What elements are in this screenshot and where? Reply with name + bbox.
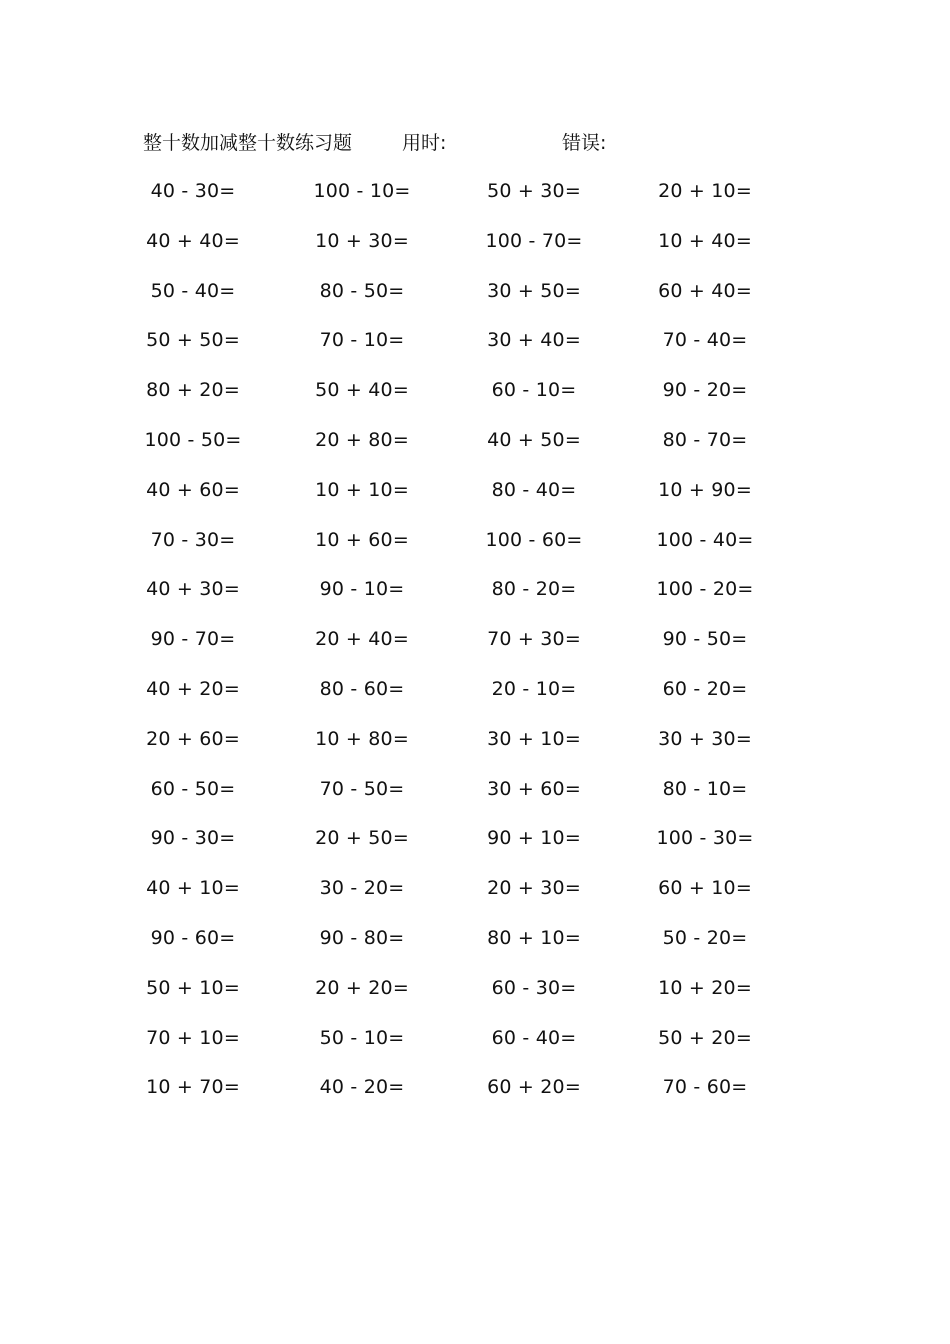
- problem-grid: [0, 172, 950, 1118]
- problem-item: 20 + 10=: [658, 180, 752, 202]
- problem-item: 10 + 30=: [315, 229, 409, 252]
- problem-item: 70 + 10=: [146, 1026, 240, 1049]
- problem-item: 30 + 30=: [658, 727, 752, 750]
- problem-row: [0, 272, 950, 322]
- problem-item: 80 - 60=: [319, 677, 405, 700]
- problem-item: 80 - 10=: [662, 777, 748, 800]
- problem-row: [0, 620, 950, 670]
- worksheet-title: 整十数加减整十数练习题: [143, 132, 353, 154]
- problem-item: 70 + 30=: [487, 628, 581, 651]
- problem-row: [0, 172, 950, 222]
- problem-item: 100 - 70=: [485, 229, 583, 252]
- problem-item: 10 + 70=: [146, 1076, 240, 1099]
- problem-row: [0, 421, 950, 471]
- problem-item: 100 - 20=: [656, 578, 754, 601]
- problem-row: [0, 321, 950, 371]
- problem-row: [0, 919, 950, 969]
- problem-item: 50 + 40=: [315, 379, 409, 402]
- problem-item: 100 - 40=: [656, 528, 754, 551]
- problem-item: 80 - 40=: [491, 478, 577, 501]
- problem-item: 90 - 70=: [150, 628, 236, 651]
- problem-row: [0, 670, 950, 720]
- problem-item: 80 + 10=: [487, 926, 581, 949]
- problem-item: 50 + 50=: [146, 329, 240, 352]
- time-label: 用时:: [402, 132, 447, 154]
- problem-item: 20 + 80=: [315, 428, 409, 451]
- problem-row: [0, 471, 950, 521]
- problem-item: 10 + 90=: [658, 478, 752, 501]
- problem-item: 30 + 40=: [487, 329, 581, 352]
- problem-item: 70 - 10=: [319, 329, 405, 352]
- problem-item: 60 - 50=: [150, 777, 236, 800]
- problem-item: 30 + 10=: [487, 727, 581, 750]
- problem-item: 50 - 10=: [319, 1026, 405, 1049]
- problem-item: 30 + 50=: [487, 279, 581, 302]
- problem-item: 10 + 80=: [315, 727, 409, 750]
- problem-item: 80 - 20=: [491, 578, 577, 601]
- problem-item: 30 + 60=: [487, 777, 581, 800]
- problem-item: 60 - 10=: [491, 379, 577, 402]
- problem-item: 100 - 60=: [485, 528, 583, 551]
- problem-row: [0, 521, 950, 571]
- problem-row: [0, 720, 950, 770]
- problem-item: 40 - 30=: [150, 180, 236, 202]
- problem-item: 80 - 70=: [662, 428, 748, 451]
- problem-item: 60 - 20=: [662, 677, 748, 700]
- problem-item: 80 - 50=: [319, 279, 405, 302]
- problem-item: 90 + 10=: [487, 827, 581, 850]
- problem-item: 50 + 30=: [487, 180, 581, 202]
- problem-item: 60 - 40=: [491, 1026, 577, 1049]
- problem-row: [0, 1068, 950, 1118]
- problem-item: 50 + 10=: [146, 976, 240, 999]
- problem-item: 40 + 50=: [487, 428, 581, 451]
- problem-item: 20 + 30=: [487, 877, 581, 900]
- problem-item: 20 + 20=: [315, 976, 409, 999]
- problem-row: [0, 869, 950, 919]
- problem-item: 50 + 20=: [658, 1026, 752, 1049]
- problem-item: 20 - 10=: [491, 677, 577, 700]
- worksheet-header: [0, 128, 950, 158]
- problem-item: 10 + 20=: [658, 976, 752, 999]
- problem-item: 70 - 40=: [662, 329, 748, 352]
- problem-item: 90 - 80=: [319, 926, 405, 949]
- problem-item: 40 + 20=: [146, 677, 240, 700]
- problem-item: 90 - 10=: [319, 578, 405, 601]
- problem-item: 90 - 60=: [150, 926, 236, 949]
- problem-item: 20 + 50=: [315, 827, 409, 850]
- problem-item: 40 + 40=: [146, 229, 240, 252]
- problem-item: 60 - 30=: [491, 976, 577, 999]
- problem-item: 40 + 60=: [146, 478, 240, 501]
- problem-row: [0, 969, 950, 1019]
- problem-item: 100 - 10=: [313, 180, 411, 202]
- problem-item: 10 + 10=: [315, 478, 409, 501]
- problem-item: 40 + 30=: [146, 578, 240, 601]
- problem-row: [0, 770, 950, 820]
- problem-item: 70 - 50=: [319, 777, 405, 800]
- problem-item: 30 - 20=: [319, 877, 405, 900]
- problem-item: 70 - 30=: [150, 528, 236, 551]
- problem-item: 40 - 20=: [319, 1076, 405, 1099]
- problem-item: 80 + 20=: [146, 379, 240, 402]
- problem-item: 40 + 10=: [146, 877, 240, 900]
- problem-item: 50 - 20=: [662, 926, 748, 949]
- problem-item: 90 - 30=: [150, 827, 236, 850]
- problem-row: [0, 1019, 950, 1069]
- problem-row: [0, 371, 950, 421]
- problem-item: 100 - 50=: [144, 428, 242, 451]
- problem-item: 60 + 20=: [487, 1076, 581, 1099]
- problem-item: 20 + 40=: [315, 628, 409, 651]
- problem-item: 100 - 30=: [656, 827, 754, 850]
- errors-label: 错误:: [562, 132, 607, 154]
- problem-item: 10 + 40=: [658, 229, 752, 252]
- problem-row: [0, 222, 950, 272]
- problem-row: [0, 570, 950, 620]
- problem-item: 90 - 20=: [662, 379, 748, 402]
- problem-row: [0, 819, 950, 869]
- problem-item: 70 - 60=: [662, 1076, 748, 1099]
- problem-item: 60 + 40=: [658, 279, 752, 302]
- problem-item: 90 - 50=: [662, 628, 748, 651]
- problem-item: 20 + 60=: [146, 727, 240, 750]
- problem-item: 10 + 60=: [315, 528, 409, 551]
- problem-item: 50 - 40=: [150, 279, 236, 302]
- problem-item: 60 + 10=: [658, 877, 752, 900]
